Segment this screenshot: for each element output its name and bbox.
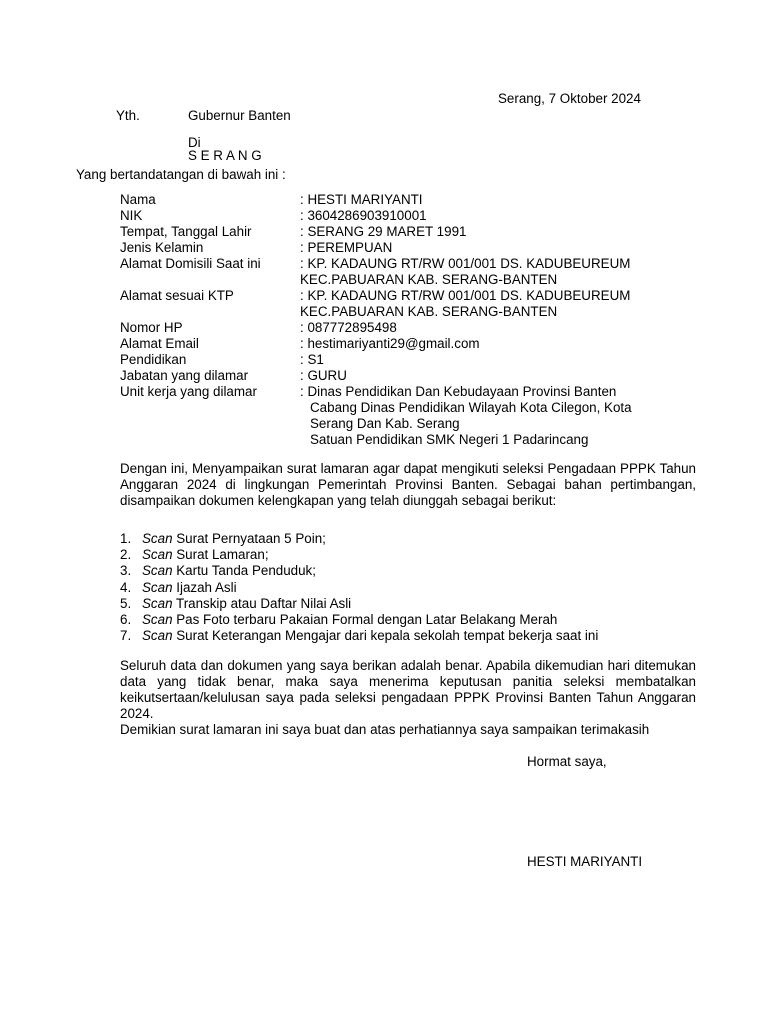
field-value-line4: Satuan Pendidikan SMK Negeri 1 Padarincang bbox=[310, 432, 589, 447]
field-row-nik bbox=[120, 208, 696, 224]
item-text: Surat Pernyataan 5 Poin; bbox=[172, 531, 326, 546]
signer-name: HESTI MARIYANTI bbox=[527, 854, 643, 869]
paragraph-statement: Seluruh data dan dokumen yang saya berikan adalah benar. Apabila dikemudian hari ditemukan data yang tidak benar, maka saya menerima keputusan panitia seleksi membatalkan keikutsertaan/kelulusan saya pada seleksi pengadaan PPPK Provinsi Banten Tahun Anggaran 2024. bbox=[120, 658, 696, 721]
field-label: Jenis Kelamin bbox=[120, 240, 204, 255]
field-row-position bbox=[120, 368, 696, 384]
intro-line: Yang bertandatangan di bawah ini : bbox=[76, 167, 286, 182]
field-value: : SERANG 29 MARET 1991 bbox=[300, 224, 467, 239]
item-text: Kartu Tanda Penduduk; bbox=[172, 563, 316, 579]
item-text: Ijazah Asli bbox=[172, 579, 237, 595]
field-value: : Dinas Pendidikan Dan Kebudayaan Provinsi Banten bbox=[300, 384, 617, 399]
field-value: : HESTI MARIYANTI bbox=[300, 192, 423, 207]
item-text: Surat Keterangan Mengajar dari kepala sekolah tempat bekerja saat ini bbox=[172, 628, 599, 644]
field-row-work-unit bbox=[120, 384, 696, 448]
item-text: Pas Foto terbaru Pakaian Formal dengan Latar Belakang Merah bbox=[172, 611, 558, 627]
field-value: : 087772895498 bbox=[300, 320, 397, 335]
field-label: Alamat Email bbox=[120, 336, 199, 351]
field-row-domicile bbox=[120, 256, 696, 288]
di-label: Di bbox=[188, 135, 201, 150]
list-item bbox=[120, 563, 696, 579]
list-item bbox=[120, 596, 696, 612]
list-item bbox=[120, 580, 696, 596]
scan-word: Scan bbox=[142, 563, 173, 579]
field-value: : PEREMPUAN bbox=[300, 240, 393, 255]
field-value: : 3604286903910001 bbox=[300, 208, 427, 223]
field-row-ttl bbox=[120, 224, 696, 240]
document-list bbox=[120, 531, 696, 644]
applicant-details bbox=[120, 192, 696, 448]
scan-word: Scan bbox=[142, 531, 173, 546]
yth-label: Yth. bbox=[116, 108, 140, 123]
field-value: : KP. KADAUNG RT/RW 001/001 DS. KADUBEUREUM bbox=[300, 288, 631, 303]
item-text: Transkip atau Daftar Nilai Asli bbox=[172, 595, 352, 611]
field-label: Pendidikan bbox=[120, 352, 187, 367]
list-item bbox=[120, 612, 696, 628]
list-number: 2. bbox=[120, 547, 132, 563]
list-number: 3. bbox=[120, 563, 132, 579]
scan-word: Scan bbox=[142, 595, 173, 611]
closing-salutation: Hormat saya, bbox=[527, 754, 607, 769]
field-value-line2: Cabang Dinas Pendidikan Wilayah Kota Cilegon, Kota bbox=[310, 400, 632, 415]
list-item bbox=[120, 547, 696, 563]
field-label: Alamat sesuai KTP bbox=[120, 288, 234, 303]
paragraph-intro: Dengan ini, Menyampaikan surat lamaran agar dapat mengikuti seleksi Pengadaan PPPK Tahun Anggaran 2024 di lingkungan Pemerintah Provinsi Banten. Sebagai bahan pertimbangan, disampaikan dokumen kelengkapan yang telah diunggah sebagai berikut: bbox=[120, 461, 696, 508]
field-row-phone bbox=[120, 320, 696, 336]
scan-word: Scan bbox=[142, 611, 173, 627]
recipient-city: S E R A N G bbox=[188, 148, 262, 163]
field-label: NIK bbox=[120, 208, 143, 223]
field-value-line2: KEC.PABUARAN KAB. SERANG-BANTEN bbox=[300, 272, 558, 287]
list-item bbox=[120, 531, 696, 547]
list-number: 1. bbox=[120, 531, 132, 546]
field-row-gender bbox=[120, 240, 696, 256]
field-row-ktp-address bbox=[120, 288, 696, 320]
field-label: Nama bbox=[120, 192, 156, 207]
scan-word: Scan bbox=[142, 579, 173, 595]
field-value: : S1 bbox=[300, 352, 324, 367]
field-label: Nomor HP bbox=[120, 320, 183, 335]
list-number: 4. bbox=[120, 579, 132, 595]
field-value: : hestimariyanti29@gmail.com bbox=[300, 336, 480, 351]
field-value: : KP. KADAUNG RT/RW 001/001 DS. KADUBEUREUM bbox=[300, 256, 631, 271]
field-label: Tempat, Tanggal Lahir bbox=[120, 224, 252, 239]
field-value: : GURU bbox=[300, 368, 347, 383]
paragraph-closing: Demikian surat lamaran ini saya buat dan atas perhatiannya saya sampaikan terimakasih bbox=[120, 722, 650, 737]
list-number: 6. bbox=[120, 611, 132, 627]
field-row-email bbox=[120, 336, 696, 352]
field-label: Unit kerja yang dilamar bbox=[120, 384, 257, 399]
recipient: Gubernur Banten bbox=[188, 108, 291, 123]
field-value-line3: Serang Dan Kab. Serang bbox=[310, 416, 460, 431]
scan-word: Scan bbox=[142, 628, 173, 644]
field-row-nama bbox=[120, 192, 696, 208]
list-item bbox=[120, 628, 696, 644]
place-date: Serang, 7 Oktober 2024 bbox=[498, 91, 641, 106]
field-value-line2: KEC.PABUARAN KAB. SERANG-BANTEN bbox=[300, 304, 558, 319]
scan-word: Scan bbox=[142, 547, 173, 563]
field-row-education bbox=[120, 352, 696, 368]
field-label: Alamat Domisili Saat ini bbox=[120, 256, 261, 271]
field-label: Jabatan yang dilamar bbox=[120, 368, 249, 383]
list-number: 7. bbox=[120, 628, 132, 644]
item-text: Surat Lamaran; bbox=[172, 547, 269, 563]
list-number: 5. bbox=[120, 595, 132, 611]
